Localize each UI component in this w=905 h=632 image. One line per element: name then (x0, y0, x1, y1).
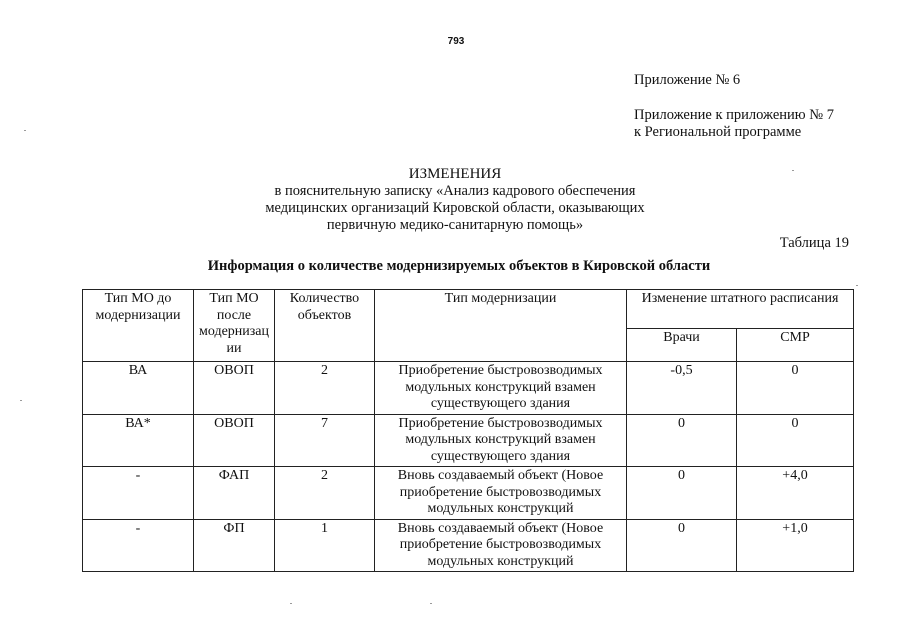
scan-speck (24, 130, 26, 131)
cell-type-before: - (83, 467, 194, 520)
cell-doctors: -0,5 (627, 362, 737, 415)
table-row (83, 414, 854, 467)
table-label: Таблица 19 (779, 235, 849, 251)
cell-type-before: ВА (83, 362, 194, 415)
cell-modernization: Вновь создаваемый объект (Новое приобретение быстровозводимых модульных конструкций (375, 519, 627, 572)
scan-speck (20, 400, 22, 401)
header-staff-change: Изменение штатного расписания (627, 290, 854, 329)
cell-type-after: ОВОП (194, 362, 275, 415)
heading-line-1: в пояснительную записку «Анализ кадрового обеспечения (274, 183, 636, 199)
header-count: Количество объектов (275, 290, 375, 362)
cell-modernization: Приобретение быстровозводимых модульных конструкций взамен существующего здания (375, 414, 627, 467)
header-modernization: Тип модернизации (375, 290, 627, 362)
table-row (83, 519, 854, 572)
modernization-table (82, 289, 854, 572)
header-type-after: Тип МО после модернизац ии (194, 290, 275, 362)
table-row (83, 467, 854, 520)
cell-modernization: Вновь создаваемый объект (Новое приобретение быстровозводимых модульных конструкций (375, 467, 627, 520)
table-header-row (83, 290, 854, 329)
cell-type-after: ФП (194, 519, 275, 572)
cell-smr: +1,0 (737, 519, 854, 572)
cell-smr: +4,0 (737, 467, 854, 520)
scan-speck (792, 170, 794, 171)
cell-smr: 0 (737, 414, 854, 467)
page-number: 793 (447, 36, 465, 47)
scan-speck (290, 603, 292, 604)
cell-type-after: ОВОП (194, 414, 275, 467)
header-doctors: Врачи (627, 329, 737, 362)
document-heading (170, 166, 740, 234)
annex-reference-line-1: Приложение к приложению № 7 (634, 107, 834, 123)
heading-line-2: медицинских организаций Кировской области, оказывающих (265, 200, 645, 216)
cell-doctors: 0 (627, 414, 737, 467)
cell-type-after: ФАП (194, 467, 275, 520)
scan-speck (856, 285, 858, 286)
annex-reference (634, 107, 834, 141)
annex-number: Приложение № 6 (634, 72, 741, 88)
heading-line-3: первичную медико-санитарную помощь» (326, 217, 584, 233)
heading-title: ИЗМЕНЕНИЯ (408, 166, 502, 182)
table-title: Информация о количестве модернизируемых объектов в Кировской области (207, 258, 711, 274)
table-row (83, 362, 854, 415)
cell-count: 2 (275, 362, 375, 415)
scan-speck (430, 603, 432, 604)
annex-reference-line-2: к Региональной программе (634, 124, 802, 140)
cell-count: 2 (275, 467, 375, 520)
cell-smr: 0 (737, 362, 854, 415)
header-type-before: Тип МО до модернизации (83, 290, 194, 362)
header-smr: СМР (737, 329, 854, 362)
cell-type-before: - (83, 519, 194, 572)
cell-type-before: ВА* (83, 414, 194, 467)
cell-count: 1 (275, 519, 375, 572)
cell-modernization: Приобретение быстровозводимых модульных конструкций взамен существующего здания (375, 362, 627, 415)
cell-doctors: 0 (627, 467, 737, 520)
cell-doctors: 0 (627, 519, 737, 572)
cell-count: 7 (275, 414, 375, 467)
